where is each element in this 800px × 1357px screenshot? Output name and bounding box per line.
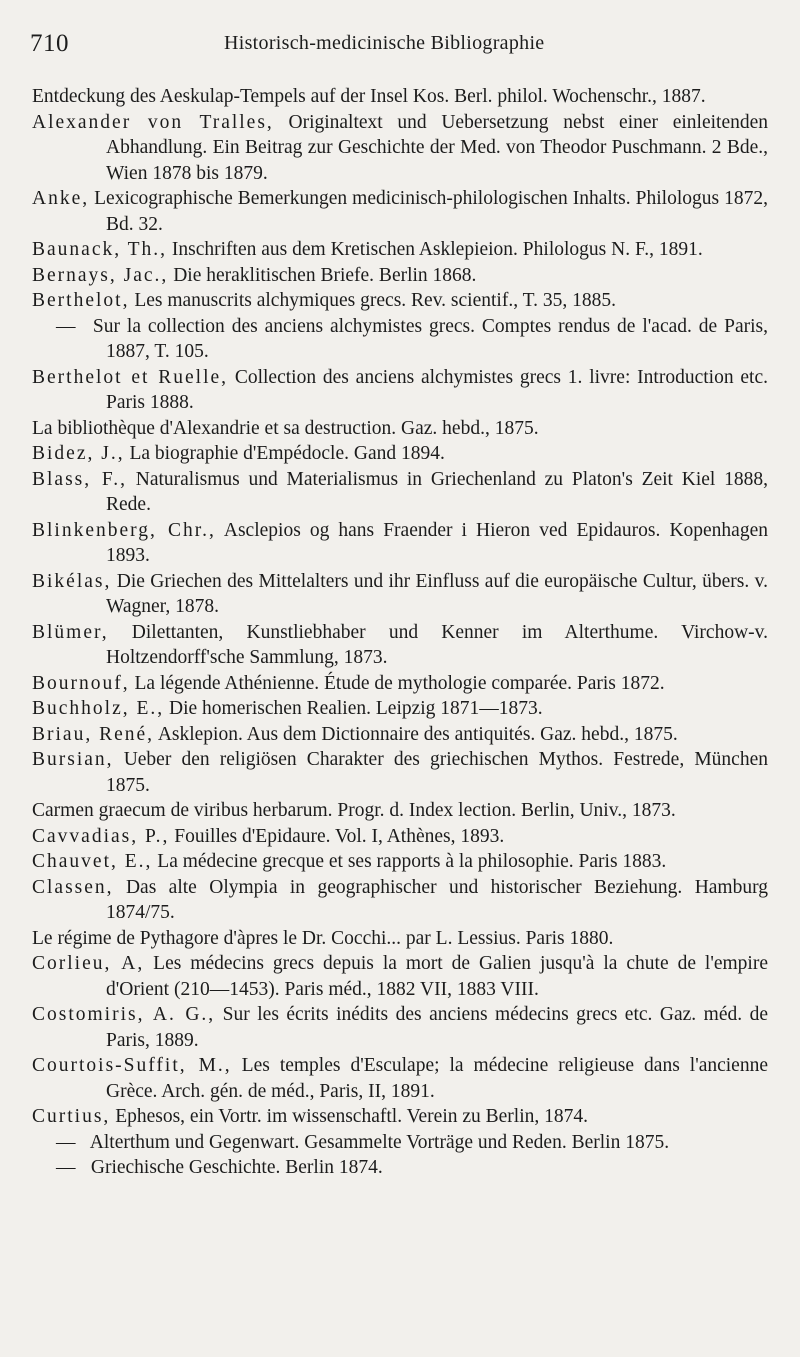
entry-text: Griechische Geschichte. Berlin 1874.	[86, 1157, 383, 1178]
entry-text: Ueber den religiösen Charakter des griechischen Mythos. Festrede, München 1875.	[106, 749, 768, 796]
bibliography-entry	[32, 798, 768, 824]
ditto-dash: —	[56, 315, 76, 337]
entry-author: Berthelot,	[32, 290, 130, 311]
entry-author: Bournouf,	[32, 672, 130, 694]
bibliography-entry	[32, 110, 768, 187]
ditto-dash: —	[56, 1157, 76, 1178]
bibliography-entry	[32, 365, 768, 416]
bibliography-entry	[32, 926, 768, 952]
bibliography-entry	[32, 1053, 768, 1104]
entry-text: Fouilles d'Epidaure. Vol. I, Athènes, 1893.	[169, 825, 505, 847]
bibliography-entry	[32, 84, 768, 110]
entry-author: Chauvet, E.,	[32, 851, 153, 872]
bibliography-entry	[32, 1002, 768, 1053]
entry-author: Briau, René,	[32, 723, 155, 745]
bibliography-entry	[32, 569, 768, 620]
entry-text: Die heraklitischen Briefe. Berlin 1868.	[168, 264, 477, 286]
bibliography-entry	[32, 875, 768, 926]
entry-author: Blass, F.,	[32, 468, 127, 490]
entry-text: Carmen graecum de viribus herbarum. Progr. d. Index lection. Berlin, Univ., 1873.	[32, 800, 676, 821]
bibliography-entry	[32, 696, 768, 722]
bibliography-entry	[32, 747, 768, 798]
bibliography-entry	[32, 722, 768, 748]
entry-author: Anke,	[32, 188, 90, 209]
entry-text: Collection des anciens alchymistes grecs 1. livre: Introduction etc. Paris 1888.	[106, 366, 768, 413]
entry-author: Bursian,	[32, 749, 114, 770]
entry-author: Blümer,	[32, 621, 109, 643]
entry-text: La biographie d'Empédocle. Gand 1894.	[124, 443, 445, 464]
entry-text: Ephesos, ein Vortr. im wissenschaftl. Verein zu Berlin, 1874.	[110, 1106, 589, 1127]
entry-author: Baunack, Th.,	[32, 239, 168, 260]
entry-author: Bidez, J.,	[32, 443, 125, 464]
page-number: 710	[30, 30, 69, 57]
bibliography-entry	[32, 467, 768, 518]
bibliography-entry	[32, 263, 768, 289]
entry-author: Corlieu, A,	[32, 953, 145, 974]
entry-author: Cavvadias, P.,	[32, 825, 170, 847]
entry-text: Les médecins grecs depuis la mort de Galien jusqu'à la chute de l'empire d'Orient (210—1453). Paris méd., 1882 VII, 1883 VIII.	[106, 953, 769, 1000]
entry-author: Classen,	[32, 876, 114, 898]
entry-text: Naturalismus und Materialismus in Griechenland zu Platon's Zeit Kiel 1888, Rede.	[106, 468, 768, 515]
bibliography-entry	[32, 441, 768, 467]
bibliography-entry	[32, 1155, 768, 1181]
entry-author: Curtius,	[32, 1106, 111, 1127]
entry-text: Inschriften aus dem Kretischen Asklepieion. Philologus N. F., 1891.	[167, 239, 703, 260]
entry-text: Asklepion. Aus dem Dictionnaire des antiquités. Gaz. hebd., 1875.	[154, 723, 678, 745]
entry-author: Buchholz, E.,	[32, 698, 165, 719]
entry-text: Die Griechen des Mittelalters und ihr Einfluss auf die europäische Cultur, übers. v. Wagner, 1878.	[106, 570, 768, 617]
bibliography-entry	[32, 288, 768, 314]
entry-author: Blinkenberg, Chr.,	[32, 519, 216, 541]
entry-text: Sur la collection des anciens alchymistes grecs. Comptes rendus de l'acad. de Paris, 1887, T. 105.	[86, 315, 768, 362]
bibliography-entry	[32, 849, 768, 875]
bibliography-entry	[32, 237, 768, 263]
entry-text: Le régime de Pythagore d'àpres le Dr. Cocchi... par L. Lessius. Paris 1880.	[32, 927, 614, 949]
entry-author: Berthelot et Ruelle,	[32, 366, 229, 388]
running-title: Historisch-medicinische Bibliographie	[224, 32, 545, 54]
bibliography-entry	[32, 671, 768, 697]
bibliography-entry	[32, 620, 768, 671]
entry-text: Asclepios og hans Fraender i Hieron ved Epidauros. Kopenhagen 1893.	[106, 519, 768, 566]
bibliography-entry	[32, 518, 768, 569]
entry-text: La médecine grecque et ses rapports à la philosophie. Paris 1883.	[152, 851, 667, 872]
entry-text: Das alte Olympia in geographischer und historischer Beziehung. Hamburg 1874/75.	[106, 876, 768, 923]
entry-text: Die homerischen Realien. Leipzig 1871—1873.	[164, 698, 543, 719]
entry-author: Courtois-Suffit, M.,	[32, 1055, 232, 1076]
bibliography-entry	[32, 186, 768, 237]
bibliography-entry	[32, 314, 768, 365]
bibliography-entries	[32, 84, 768, 1181]
entry-author: Costomiris, A. G.,	[32, 1004, 216, 1025]
ditto-dash: —	[56, 1131, 76, 1153]
entry-text: Dilettanten, Kunstliebhaber und Kenner im Alterthume. Virchow-v. Holtzendorff'sche Sammlung, 1873.	[106, 621, 768, 668]
bibliography-entry	[32, 1130, 768, 1156]
entry-author: Alexander von Tralles,	[32, 111, 274, 133]
entry-author: Bikélas,	[32, 570, 112, 592]
entry-text: Alterthum und Gegenwart. Gesammelte Vorträge und Reden. Berlin 1875.	[86, 1131, 670, 1153]
bibliography-entry	[32, 951, 768, 1002]
entry-text: Les temples d'Esculape; la médecine religieuse dans l'ancienne Grèce. Arch. gén. de méd., Paris, II, 1891.	[106, 1055, 768, 1102]
entry-text: Entdeckung des Aeskulap-Tempels auf der Insel Kos. Berl. philol. Wochenschr., 1887.	[32, 86, 706, 107]
entry-text: Sur les écrits inédits des anciens médecins grecs etc. Gaz. méd. de Paris, 1889.	[106, 1004, 768, 1051]
bibliography-entry	[32, 416, 768, 442]
entry-text: Originaltext und Uebersetzung nebst einer einleitenden Abhandlung. Ein Beitrag zur Geschichte der Med. von Theodor Puschmann. 2 Bde., Wien 1878 bis 1879.	[106, 111, 769, 184]
bibliography-entry	[32, 1104, 768, 1130]
entry-text: Lexicographische Bemerkungen medicinisch-philologischen Inhalts. Philologus 1872, Bd. 32.	[89, 188, 768, 235]
bibliography-entry	[32, 824, 768, 850]
page-header	[24, 30, 776, 64]
entry-text: La bibliothèque d'Alexandrie et sa destruction. Gaz. hebd., 1875.	[32, 417, 539, 439]
entry-author: Bernays, Jac.,	[32, 264, 169, 286]
entry-text: Les manuscrits alchymiques grecs. Rev. scientif., T. 35, 1885.	[129, 290, 616, 311]
entry-text: La légende Athénienne. Étude de mythologie comparée. Paris 1872.	[129, 672, 665, 694]
